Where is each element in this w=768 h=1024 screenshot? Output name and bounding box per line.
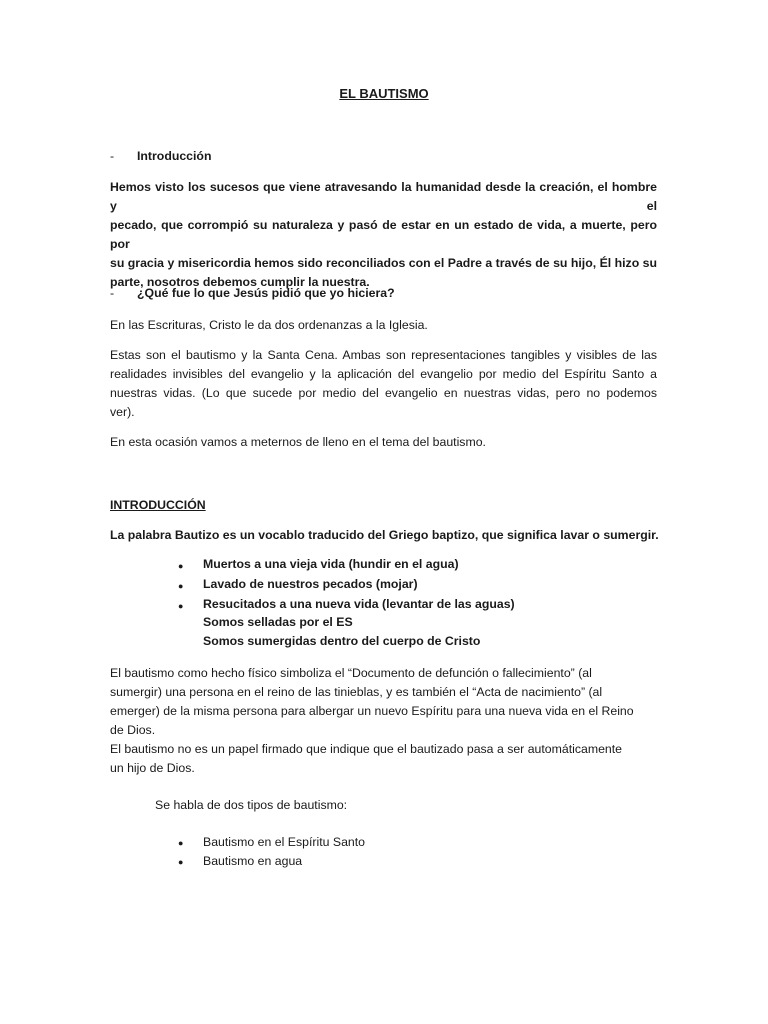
section2-heading: ¿Qué fue lo que Jesús pidió que yo hiciera? [137,286,395,300]
section2-paragraph-2 [110,346,657,422]
paragraph-line: parte, nosotros debemos cumplir la nuestra. [110,275,370,289]
section3-paragraph [110,664,657,778]
bullet-icon: ● [178,561,184,571]
list-subline: Somos selladas por el ES [203,615,353,629]
list-item: Bautismo en el Espíritu Santo [203,835,365,849]
list-item: Lavado de nuestros pecados (mojar) [203,577,418,591]
paragraph-line: de Dios. [110,723,156,737]
paragraph-line: nuestras vidas. (Lo que sucede por medio del evangelio en nuestras vidas, pero no podemos [110,386,657,400]
list-item: Muertos a una vieja vida (hundir en el agua) [203,557,459,571]
bullet-icon: ● [178,581,184,591]
paragraph-line: sumergir) una persona en el reino de las tinieblas, y es también el “Acta de nacimiento” (al [110,685,603,699]
paragraph-line: su gracia y misericordia hemos sido reconciliados con el Padre a través de su hijo, Él hizo su [110,256,657,270]
section2-dash: - [110,286,115,300]
section2-paragraph-3: En esta ocasión vamos a meternos de lleno en el tema del bautismo. [110,435,486,449]
section1-dash: - [110,149,115,163]
page-title: EL BAUTISMO [339,86,429,101]
list-item: Resucitados a una nueva vida (levantar de las aguas) [203,597,515,611]
list-item: Bautismo en agua [203,854,303,868]
section2-paragraph-1: En las Escrituras, Cristo le da dos ordenanzas a la Iglesia. [110,318,428,332]
list-subline: Somos sumergidas dentro del cuerpo de Cristo [203,634,481,648]
bullet-icon: ● [178,857,184,867]
paragraph-line: ver). [110,405,135,419]
paragraph-line: emerger) de la misma persona para albergar un nuevo Espíritu para una nueva vida en el Reino [110,704,634,718]
section3-heading: INTRODUCCIÓN [110,498,206,512]
bullet-icon: ● [178,838,184,848]
section1-heading: Introducción [137,149,212,163]
paragraph-line: Hemos visto los sucesos que viene atravesando la humanidad desde la creación, el hombre y el [110,180,657,213]
section3-intro: La palabra Bautizo es un vocablo traducido del Griego baptizo, que significa lavar o sumergir. [110,528,659,542]
bullet-icon: ● [178,601,184,611]
paragraph-line: Estas son el bautismo y la Santa Cena. Ambas son representaciones tangibles y visibles de las [110,348,657,362]
paragraph-line: un hijo de Dios. [110,761,195,775]
paragraph-line: realidades invisibles del evangelio y la aplicación del evangelio por medio del Espíritu Santo a [110,367,657,381]
paragraph-line: pecado, que corrompió su naturaleza y pasó de estar en un estado de vida, a muerte, pero por [110,218,657,251]
section1-paragraph [110,178,657,292]
paragraph-line: El bautismo no es un papel firmado que indique que el bautizado pasa a ser automáticamente [110,742,623,756]
paragraph-line: El bautismo como hecho físico simboliza el “Documento de defunción o fallecimiento” (al [110,666,592,680]
types-intro: Se habla de dos tipos de bautismo: [155,798,348,812]
